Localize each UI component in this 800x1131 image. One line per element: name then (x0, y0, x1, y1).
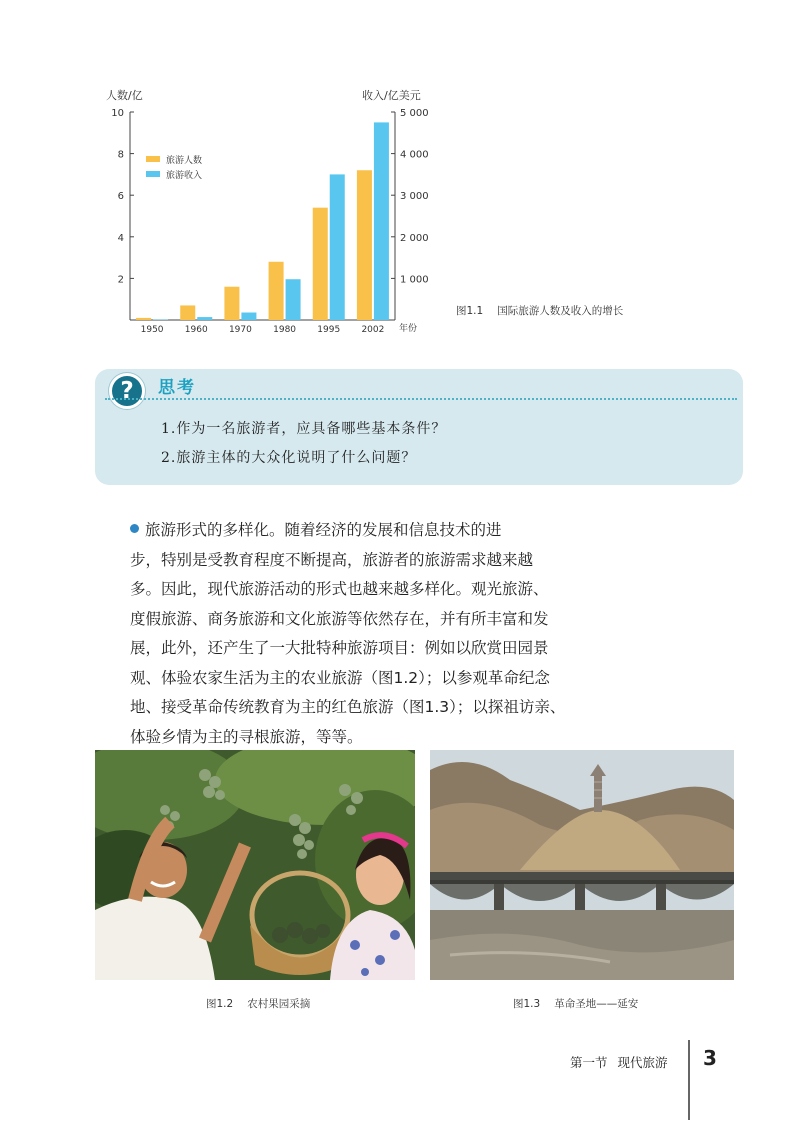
orchard-picking-image (95, 750, 415, 980)
bar-tourist-count (136, 318, 151, 320)
chapter-title: 现代旅游 (617, 1055, 668, 1070)
paragraph-line: 地、接受革命传统教育为主的红色旅游（图1.3）；以探祖访亲、 (130, 698, 566, 716)
x-tick-label: 2002 (361, 325, 385, 335)
bar-tourist-count (269, 262, 284, 320)
bar-tourism-revenue (330, 174, 345, 320)
figure-number: 图1.1 (456, 305, 484, 317)
right-axis-label: 收入/亿美元 (362, 89, 421, 102)
right-tick-label: 2 000 (400, 232, 429, 244)
body-paragraph (130, 516, 600, 752)
page-number: 3 (703, 1046, 717, 1070)
legend-swatch (146, 171, 160, 177)
yanan-photo (430, 750, 734, 980)
right-tick-label: 1 000 (400, 274, 429, 286)
question-icon (109, 373, 145, 409)
x-tick-label: 1960 (184, 325, 208, 335)
paragraph-line: 度假旅游、商务旅游和文化旅游等依然存在，并有所丰富和发 (130, 609, 549, 628)
x-tick-label: 1950 (140, 325, 164, 335)
paragraph-line: 展，此外，还产生了一大批特种旅游项目：例如以欣赏田园景 (130, 639, 549, 657)
footer-section-label (570, 1053, 668, 1071)
paragraph-line: 体验乡情为主的寻根旅游，等等。 (130, 727, 363, 746)
legend-label: 旅游人数 (166, 156, 203, 166)
left-tick-label: 2 (117, 274, 124, 286)
x-axis-label: 年份 (399, 324, 418, 334)
figure-1-3-caption (513, 996, 638, 1011)
left-tick-label: 4 (117, 232, 124, 244)
think-question-2: 2.旅游主体的大众化说明了什么问题？ (161, 450, 417, 466)
bar-tourism-revenue (286, 279, 301, 320)
bar-tourist-count (357, 170, 372, 320)
figure-1-2-caption (206, 996, 310, 1011)
paragraph-line: 多。因此，现代旅游活动的形式也越来越多样化。观光旅游、 (130, 580, 549, 598)
figure-1-1-caption (456, 303, 623, 318)
question-glyph: ? (120, 378, 134, 404)
paragraph-line: 步，特别是受教育程度不断提高，旅游者的旅游需求越来越 (130, 550, 534, 569)
bar-tourist-count (180, 305, 195, 320)
right-tick-label: 5 000 (400, 108, 429, 119)
right-tick-label: 3 000 (400, 191, 429, 203)
figure-number: 图1.2 (206, 998, 234, 1010)
orchard-picking-photo (95, 750, 415, 980)
yanan-image (430, 750, 734, 980)
bar-tourism-revenue (241, 313, 256, 320)
think-box (95, 369, 743, 485)
figure-title: 国际旅游人数及收入的增长 (497, 305, 624, 317)
figure-title: 革命圣地——延安 (554, 998, 639, 1010)
bullet-icon (130, 524, 139, 533)
x-tick-label: 1970 (228, 325, 252, 335)
figure-1-1-chart (90, 82, 450, 342)
think-question-1: 1.作为一名旅游者，应具备哪些基本条件？ (161, 421, 447, 437)
paragraph-line: 观、体验农家生活为主的农业旅游（图1.2）；以参观革命纪念 (130, 668, 550, 687)
figure-number: 图1.3 (513, 998, 541, 1010)
bar-tourist-count (224, 287, 239, 320)
legend-swatch (146, 156, 160, 162)
right-tick-label: 4 000 (400, 149, 429, 161)
dotted-divider (105, 398, 737, 400)
section-number: 第一节 (570, 1055, 608, 1070)
bar-tourism-revenue (197, 317, 212, 320)
left-tick-label: 6 (117, 191, 124, 203)
x-tick-label: 1995 (317, 325, 341, 335)
left-tick-label: 10 (111, 108, 124, 119)
x-tick-label: 1980 (273, 325, 297, 335)
bar-tourism-revenue (374, 122, 389, 320)
footer-divider (688, 1040, 690, 1120)
think-title: 思考 (158, 378, 196, 398)
paragraph-line-text: 旅游形式的多样化。随着经济的发展和信息技术的进 (145, 521, 502, 539)
left-axis-label: 人数/亿 (106, 89, 143, 102)
tourism-growth-chart (90, 82, 450, 342)
paragraph-line (130, 516, 600, 546)
figure-title: 农村果园采摘 (247, 998, 311, 1010)
left-tick-label: 8 (117, 149, 124, 161)
bar-tourist-count (313, 208, 328, 320)
legend-label: 旅游收入 (166, 171, 203, 181)
